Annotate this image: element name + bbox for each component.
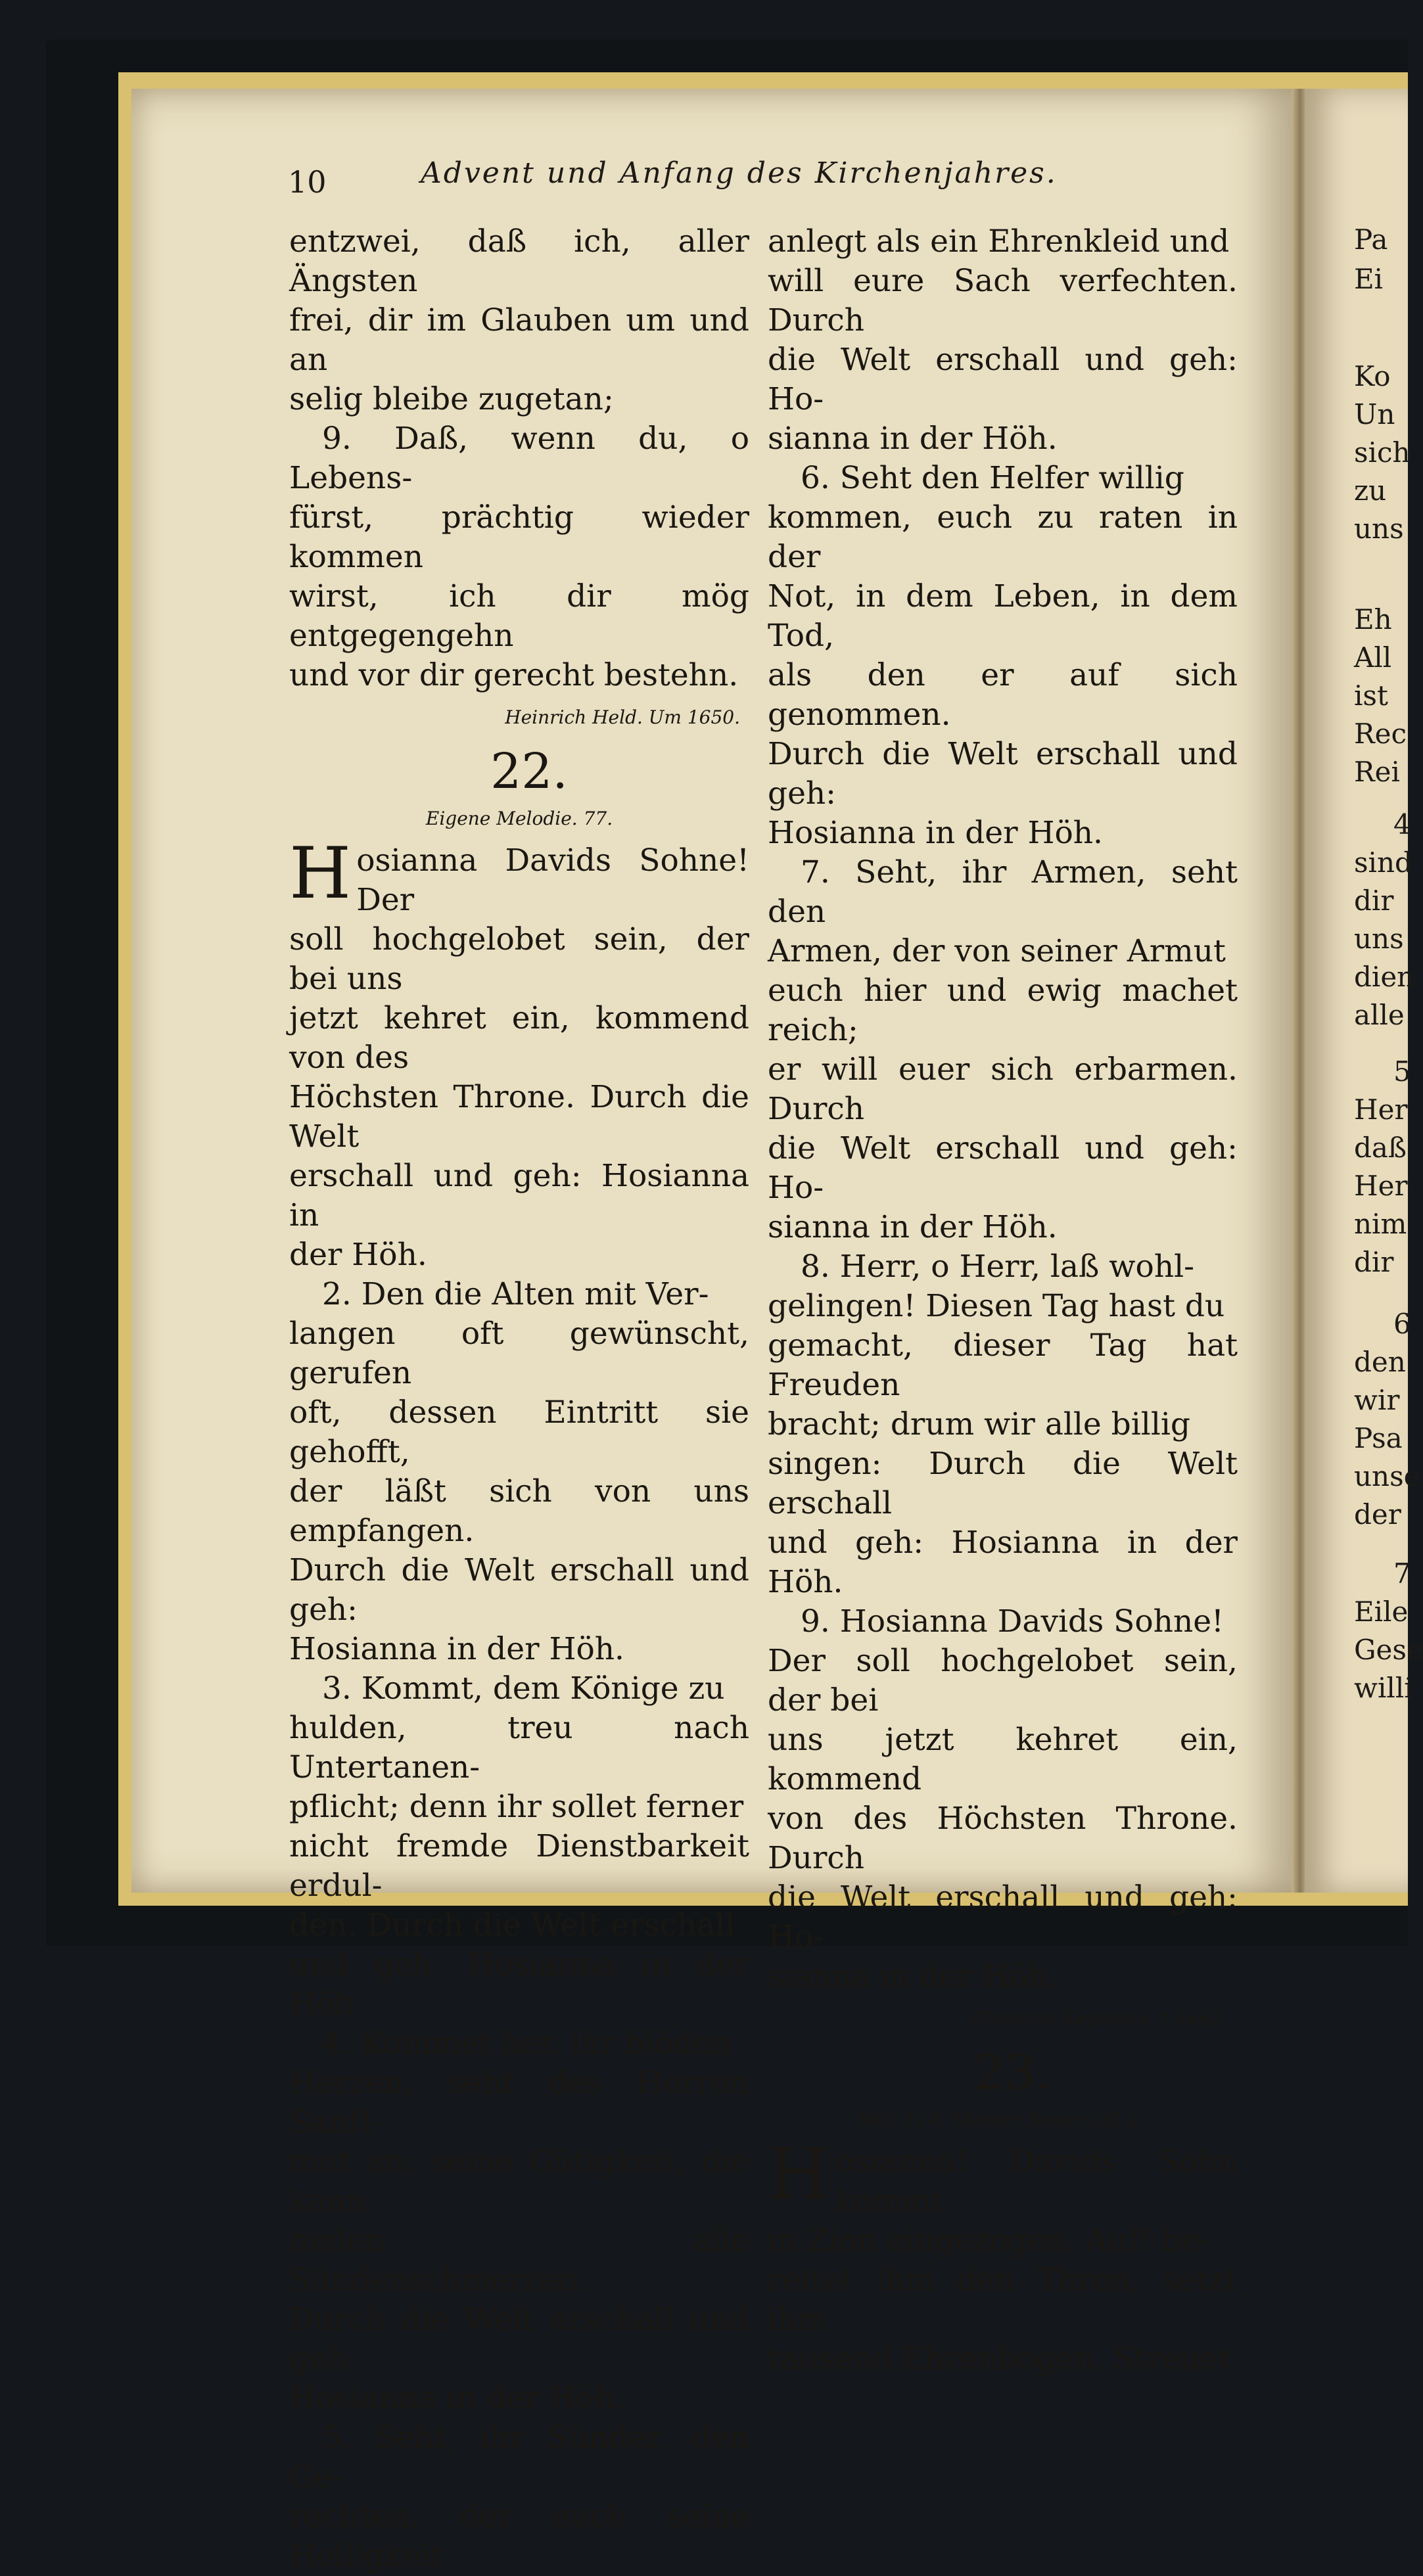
drop-cap: H	[768, 2134, 830, 2216]
text-line: osianna Davids Sohne! Der	[356, 842, 749, 918]
fragment: Gese	[1354, 1634, 1423, 1666]
text-line: selig bleibe zugetan;	[289, 381, 614, 417]
hymn-22-verse-3	[289, 1669, 749, 2024]
fragment: dir	[1354, 885, 1394, 917]
text-line: 3. Kommt, dem Könige zu	[322, 1670, 725, 1707]
drop-cap: H	[289, 833, 352, 915]
hymn-22-verse-7	[768, 853, 1238, 1247]
text-line: 4. Kommet her, ihr blöden	[322, 2025, 732, 2061]
fragment: daß	[1354, 1132, 1407, 1164]
fragment: Rec	[1354, 718, 1407, 750]
fragment: 5	[1393, 1055, 1411, 1088]
text-line: bracht; drum wir alle billig	[768, 1406, 1190, 1442]
text-line: in Zion eingezogen. Auf! be-	[768, 2222, 1210, 2259]
text-line: mut an; seine Gütigkeit, die kann	[289, 2144, 749, 2219]
text-line: euch hier und ewig machet reich;	[768, 973, 1238, 1048]
text-line: 8. Herr, o Herr, laß wohl-	[801, 1249, 1195, 1285]
text-line: Durch die Welt erschall und geh:	[289, 2301, 749, 2377]
text-line: von des Höchsten Throne. Durch	[768, 1801, 1238, 1876]
hymn-21-author: Heinrich Held. Um 1650.	[505, 706, 740, 728]
hymn-23-melody: Mel. 114: Meinen Jesum laß ic.	[857, 2109, 1148, 2130]
fragment: zu	[1354, 474, 1387, 507]
text-line: 6. Seht den Helfer willig	[801, 460, 1184, 496]
text-line: jetzt kehret ein, kommend von des	[289, 1000, 749, 1076]
text-line: frei, dir im Glauben um und an	[289, 302, 749, 378]
text-line: wirst, ich dir mög entgegengehn	[289, 578, 749, 654]
text-line: Not, in dem Leben, in dem Tod,	[768, 578, 1238, 654]
text-line: soll hochgelobet sein, der bei uns	[289, 921, 749, 997]
fragment: Eh	[1354, 603, 1392, 635]
text-line: Herzen, seht des Herren Sanft-	[289, 2065, 749, 2140]
text-line: oft, dessen Eintritt sie gehofft,	[289, 1394, 749, 1470]
fragment: Her	[1354, 1093, 1408, 1126]
text-line: Hosianna in der Höh.	[289, 2380, 625, 2416]
fragment: Rei	[1354, 756, 1400, 788]
fragment: All	[1354, 641, 1392, 674]
text-line: hulden, treu nach Untertanen-	[289, 1710, 749, 1785]
text-line: die Welt erschall und geh: Ho-	[768, 1130, 1238, 1206]
fragment: uns	[1354, 513, 1404, 545]
text-line: fürst, prächtig wieder kommen	[289, 499, 749, 575]
fragment: Eile	[1354, 1596, 1409, 1628]
running-head: Advent und Anfang des Kirchenjahres.	[421, 156, 1058, 190]
hymn-22-verse-6	[768, 459, 1238, 853]
text-line: osianna! Davids Sohn kommt	[835, 2144, 1238, 2219]
hymn-22-author: Christian Keymann. † 1662.	[970, 2008, 1228, 2029]
text-line: und geh: Hosianna in der Höh.	[289, 1946, 749, 2022]
fragment: ist	[1354, 679, 1388, 712]
fragment: wir	[1354, 1384, 1400, 1416]
text-line: Durch die Welt erschall und geh:	[289, 1552, 749, 1628]
text-line: langen oft gewünscht, gerufen	[289, 1316, 749, 1391]
text-line: uns jetzt kehret ein, kommend	[768, 1722, 1238, 1797]
fragment: sich	[1354, 436, 1411, 469]
text-line: sianna in der Höh.	[768, 1958, 1058, 1994]
text-line: und geh: Hosianna in der Höh.	[768, 1525, 1238, 1600]
text-line: heilen alle Sündenschmerzen.	[289, 2222, 749, 2298]
text-line: sianna in der Höh.	[768, 1209, 1058, 1245]
fragment: 7	[1393, 1557, 1411, 1590]
text-line: gemacht, dieser Tag hat Freuden	[768, 1327, 1238, 1403]
fragment: uns	[1354, 923, 1404, 955]
fragment: Pa	[1354, 223, 1388, 256]
hymn-23-verse-1	[768, 2134, 1238, 2379]
fragment: nim	[1354, 1208, 1407, 1240]
text-line: er will euer sich erbarmen. Durch	[768, 1051, 1238, 1127]
fragment: Un	[1354, 398, 1395, 430]
fragment: der	[1354, 1498, 1401, 1530]
text-line: kommen, euch zu raten in der	[768, 499, 1238, 575]
text-line: und vor dir gerecht bestehn.	[289, 657, 739, 693]
fragment: Ko	[1354, 360, 1391, 392]
fragment: den	[1354, 1346, 1406, 1378]
hymn-22-verse-9	[768, 1602, 1238, 1996]
text-line: will eure Sach verfechten. Durch	[768, 263, 1238, 338]
text-line: gelingen! Diesen Tag hast du	[768, 1288, 1225, 1324]
text-line: der Höh.	[289, 1237, 427, 1273]
text-line: Höchsten Throne. Durch die Welt	[289, 1079, 749, 1155]
text-line: Armen, der von seiner Armut	[768, 933, 1226, 969]
text-line: 5. Seht, ihr Sünder, den Ge-	[289, 2420, 749, 2495]
fragment: 6	[1393, 1308, 1411, 1340]
text-line: 2. Den die Alten mit Ver-	[322, 1276, 709, 1312]
hymn-22-verse-5	[289, 2418, 749, 2576]
hymn-22-verse-1	[289, 833, 749, 1275]
text-line: 7. Seht, ihr Armen, seht den	[768, 854, 1238, 930]
text-line: anlegt als ein Ehrenkleid und	[768, 223, 1230, 260]
fragment: Psa	[1354, 1422, 1403, 1454]
text-line: reitet ihm den Thron, setzt ihm	[768, 2262, 1238, 2337]
fragment: Ei	[1354, 263, 1384, 295]
text-line: nicht fremde Dienstbarkeit erdul-	[289, 1828, 749, 1904]
fragment: willi	[1354, 1672, 1413, 1704]
text-line: 9. Hosianna Davids Sohne!	[801, 1603, 1224, 1640]
hymn-22-verse-5-continuation	[768, 222, 1238, 459]
text-line: Durch die Welt erschall und geh:	[768, 736, 1238, 812]
hymn-22-number: 22.	[490, 743, 568, 800]
fragment: alle	[1354, 999, 1405, 1031]
fragment: unse	[1354, 1460, 1420, 1492]
text-line: die Welt erschall und geh: Ho-	[768, 1879, 1238, 1955]
text-line: der läßt sich von uns empfangen.	[289, 1473, 749, 1549]
hymn-22-verse-8	[768, 1247, 1238, 1602]
text-line: als den er auf sich genommen.	[768, 657, 1238, 733]
text-line: 9. Daß, wenn du, o Lebens-	[289, 421, 749, 496]
text-line: singen: Durch die Welt erschall	[768, 1446, 1238, 1521]
right-column	[768, 222, 1238, 2379]
hymn-22-melody: Eigene Melodie. 77.	[425, 808, 613, 829]
text-line: entzwei, daß ich, aller Ängsten	[289, 223, 749, 299]
hymn-23-number: 23.	[973, 2044, 1052, 2101]
text-line: erschall und geh: Hosianna in	[289, 1158, 749, 1233]
text-line: rechten, der euch seine Heiligkeit	[289, 2498, 749, 2574]
fragment: 4	[1393, 808, 1411, 840]
fragment: sind	[1354, 846, 1412, 879]
text-line: pflicht; denn ihr sollet ferner	[289, 1789, 744, 1825]
page-number: 10	[288, 164, 327, 200]
text-line: tausend Ehrenbogen. Streuet	[768, 2341, 1231, 2377]
hymn-22-verse-2	[289, 1275, 749, 1669]
text-line: Hosianna in der Höh.	[289, 1631, 625, 1667]
text-line: Der soll hochgelobet sein, der bei	[768, 1643, 1238, 1718]
text-line: sianna in der Höh.	[768, 421, 1058, 457]
fragment: dien	[1354, 961, 1415, 993]
text-line: den. Durch die Welt erschall	[289, 1907, 735, 1943]
hymn-21-verse-9	[289, 419, 749, 695]
text-line: Hosianna in der Höh.	[768, 815, 1104, 851]
hymn-21-continuation	[289, 222, 749, 419]
hymn-22-verse-4	[289, 2024, 749, 2418]
left-column	[289, 222, 749, 2576]
fragment: Her	[1354, 1170, 1408, 1202]
text-line: die Welt erschall und geh: Ho-	[768, 342, 1238, 417]
fragment: dir	[1354, 1246, 1394, 1278]
